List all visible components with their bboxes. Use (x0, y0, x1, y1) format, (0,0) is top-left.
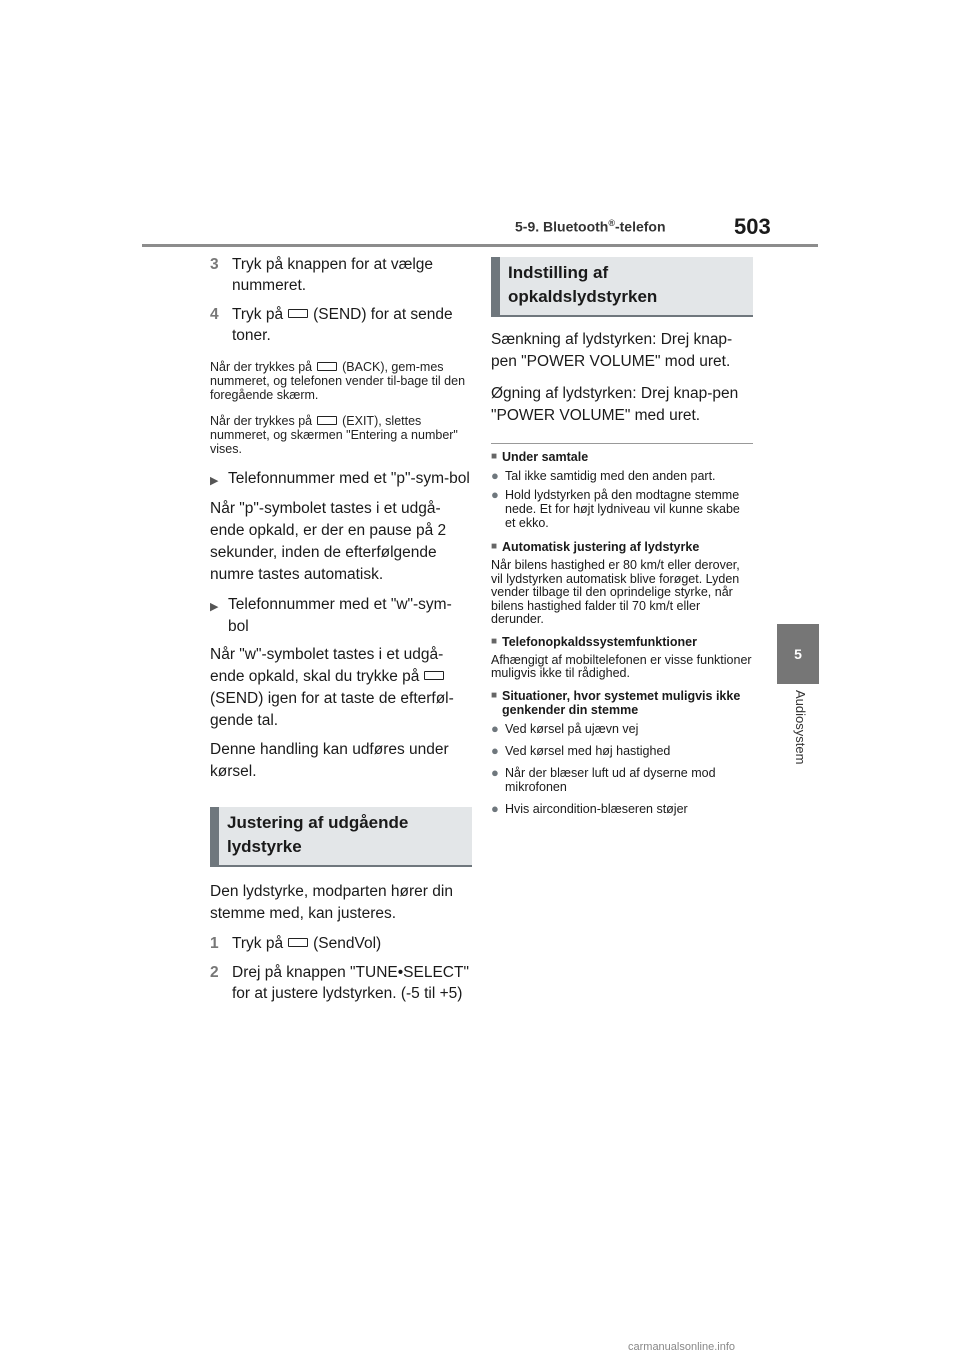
step-text: Tryk på (SendVol) (232, 935, 382, 952)
bullet-icon: ● (491, 800, 499, 816)
while-driving-text: Denne handling kan udføres under kørsel. (210, 741, 449, 780)
step-3 (210, 254, 472, 296)
square-bullet-icon: ■ (491, 689, 498, 701)
sendvol-button-icon (288, 938, 308, 947)
bullet-icon: ● (491, 468, 499, 483)
arrow-right-icon: ▶ (210, 475, 219, 487)
header-divider (142, 244, 818, 247)
square-bullet-icon: ■ (491, 451, 498, 462)
send-button-icon (288, 309, 308, 318)
step-text: Tryk på knappen for at vælge nummeret. (232, 256, 434, 294)
back-button-icon (317, 362, 337, 371)
bullet-icon: ● (491, 742, 499, 758)
square-bullet-icon: ■ (491, 635, 498, 647)
section-intro: Den lydstyrke, modparten hører din stemme med, kan justeres. (210, 883, 453, 922)
step-number: 3 (210, 256, 219, 273)
section-title: 5-9. Bluetooth®-telefon (515, 218, 666, 235)
subheading-auto-volume: ■ Automatisk justering af lydstyrke (491, 540, 700, 554)
page-number: 503 (734, 214, 771, 239)
subheading-during-call: ■ Under samtale (491, 450, 589, 464)
square-bullet-icon: ■ (491, 541, 498, 552)
list-item-w-symbol: ▶ Telefonnummer med et "w"-sym-bol (210, 594, 472, 638)
step-number: 2 (210, 964, 219, 981)
step-1 (210, 933, 472, 954)
send-button-icon (424, 671, 444, 680)
watermark-link[interactable]: carmanualsonline.info (628, 1341, 736, 1353)
step-2 (210, 962, 472, 1004)
section-heading-outgoing-volume: Justering af udgående lydstyrke (210, 807, 472, 867)
auto-volume-text: Når bilens hastighed er 80 km/t eller derover, vil lydstyrken automatisk blive forøget. Lyden vender tilbage til den oprindelige styrke, når bilens hastighed falder til 70 km/t eller derunder. (491, 558, 740, 626)
bullet-icon: ● (491, 764, 499, 780)
list-item: ● Ved kørsel med høj hastighed (491, 742, 671, 758)
subheading-voice-recognition: ■ Situationer, hvor systemet muligvis ikke genkender din stemme (491, 688, 741, 717)
bullet-icon: ● (491, 720, 499, 736)
note-exit: Når der trykkes på (EXIT), slettes nummeret, og skærmen "Entering a number" vises. (210, 414, 458, 456)
list-item: ● Hvis aircondition-blæseren støjer (491, 800, 688, 816)
exit-button-icon (317, 416, 337, 425)
list-item: ● Tal ikke samtidig med den anden part. (491, 468, 716, 483)
step-number: 1 (210, 935, 219, 952)
list-item: ● Hold lydstyrken på den modtagne stemme nede. Et for højt lydniveau vil kunne skabe et ekko. (491, 487, 740, 530)
chapter-label: Audiosystem (793, 690, 808, 765)
list-item: ● Når der blæser luft ud af dyserne mod mikrofonen (491, 764, 716, 794)
list-item-p-symbol: ▶ Telefonnummer med et "p"-sym-bol (210, 468, 472, 492)
step-text: Drej på knappen "TUNE•SELECT" for at justere lydstyrken. (-5 til +5) (232, 964, 469, 1002)
right-column (491, 257, 753, 821)
subheading-phone-functions: ■ Telefonopkaldssystemfunktioner (491, 634, 697, 649)
step-4 (210, 304, 472, 346)
bullet-icon: ● (491, 487, 499, 502)
note-back: Når der trykkes på (BACK), gem-mes nummeret, og telefonen vender til-bage til den foregående skærm. (210, 360, 466, 402)
increase-volume-text: Øgning af lydstyrken: Drej knap-pen "POWER VOLUME" med uret. (491, 385, 739, 424)
section-heading-call-volume: Indstilling af opkaldslydstyrken (491, 257, 753, 317)
list-item: ● Ved kørsel på ujævn vej (491, 720, 639, 736)
decrease-volume-text: Sænkning af lydstyrken: Drej knap-pen "POWER VOLUME" mod uret. (491, 331, 733, 370)
left-column (210, 254, 472, 1012)
phone-functions-text: Afhængigt af mobiltelefonen er visse funktioner muligvis ikke til rådighed. (491, 652, 752, 680)
step-text: Tryk på (SEND) for at sende toner. (232, 306, 453, 344)
arrow-right-icon: ▶ (210, 601, 219, 613)
divider (491, 443, 753, 444)
step-number: 4 (210, 306, 219, 323)
p-symbol-text: Når "p"-symbolet tastes i et udgå-ende opkald, er der en pause på 2 sekunder, inden de efterfølgende numre tastes automatisk. (210, 500, 447, 583)
chapter-tab[interactable]: 5 (777, 624, 819, 684)
w-symbol-text: Når "w"-symbolet tastes i et udgå-ende opkald, skal du trykke på(SEND) igen for at taste de efterføl-gende tal. (210, 646, 454, 729)
